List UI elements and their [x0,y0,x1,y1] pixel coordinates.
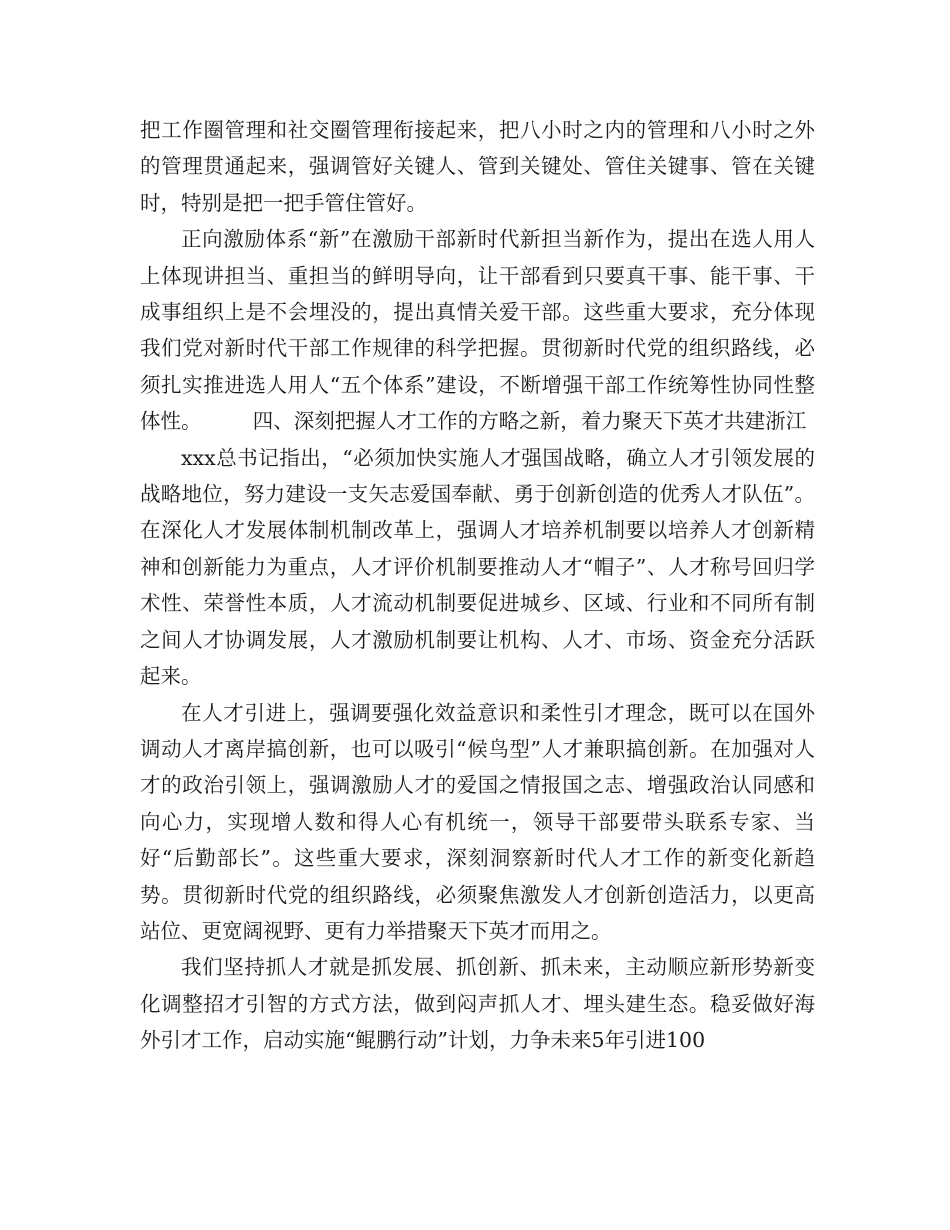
paragraph-2 [140,221,815,439]
paragraph-5 [140,949,815,1058]
paragraph-4-text: 在人才引进上，强调要强化效益意识和柔性引才理念，既可以在国外调动人才离岸搞创新，也可以吸引“候鸟型”人才兼职搞创新。在加强对人才的政治引领上，强调激励人才的爱国之情报国之志、增强政治认同感和向心力，实现增人数和得人心有机统一，领导干部要带头联系专家、当好“后勤部长”。这些重大要求，深刻洞察新时代人才工作的新变化新趋势。贯彻新时代党的组织路线，必须聚焦激发人才创新创造活力，以更高站位、更宽阔视野、更有力举措聚天下英才而用之。 [140,700,815,943]
document-body [140,112,815,1059]
paragraph-2-text: 正向激励体系“新”在激励干部新时代新担当新作为，提出在选人用人上体现讲担当、重担当的鲜明导向，让干部看到只要真干事、能干事、干成事组织上是不会埋没的，提出真情关爱干部。这些重大要求，充分体现我们党对新时代干部工作规律的科学把握。贯彻新时代党的组织路线，必须扎实推进选人用人“五个体系”建设，不断增强干部工作统筹性协同性整体性。 [140,227,815,434]
section-heading-4: 四、深刻把握人才工作的方略之新，着力聚天下英才共建浙江 [191,409,807,434]
paragraph-3 [140,440,815,695]
paragraph-4 [140,695,815,950]
paragraph-1-text: 把工作圈管理和社交圈管理衔接起来，把八小时之内的管理和八小时之外的管理贯通起来，强调管好关键人、管到关键处、管住关键事、管在关键时，特别是把一把手管住管好。 [140,118,815,215]
paragraph-3-text: xxx总书记指出，“必须加快实施人才强国战略，确立人才引领发展的战略地位，努力建设一支矢志爱国奉献、勇于创新创造的优秀人才队伍”。在深化人才发展体制机制改革上，强调人才培养机制要以培养人才创新精神和创新能力为重点，人才评价机制要推动人才“帽子”、人才称号回归学术性、荣誉性本质，人才流动机制要促进城乡、区域、行业和不同所有制之间人才协调发展，人才激励机制要让机构、人才、市场、资金充分活跃起来。 [140,445,815,689]
paragraph-1 [140,112,815,221]
paragraph-5-text: 我们坚持抓人才就是抓发展、抓创新、抓未来，主动顺应新形势新变化调整招才引智的方式方法，做到闷声抓人才、埋头建生态。稳妥做好海外引才工作，启动实施“鲲鹏行动”计划，力争未来5年引进100 [140,955,815,1053]
